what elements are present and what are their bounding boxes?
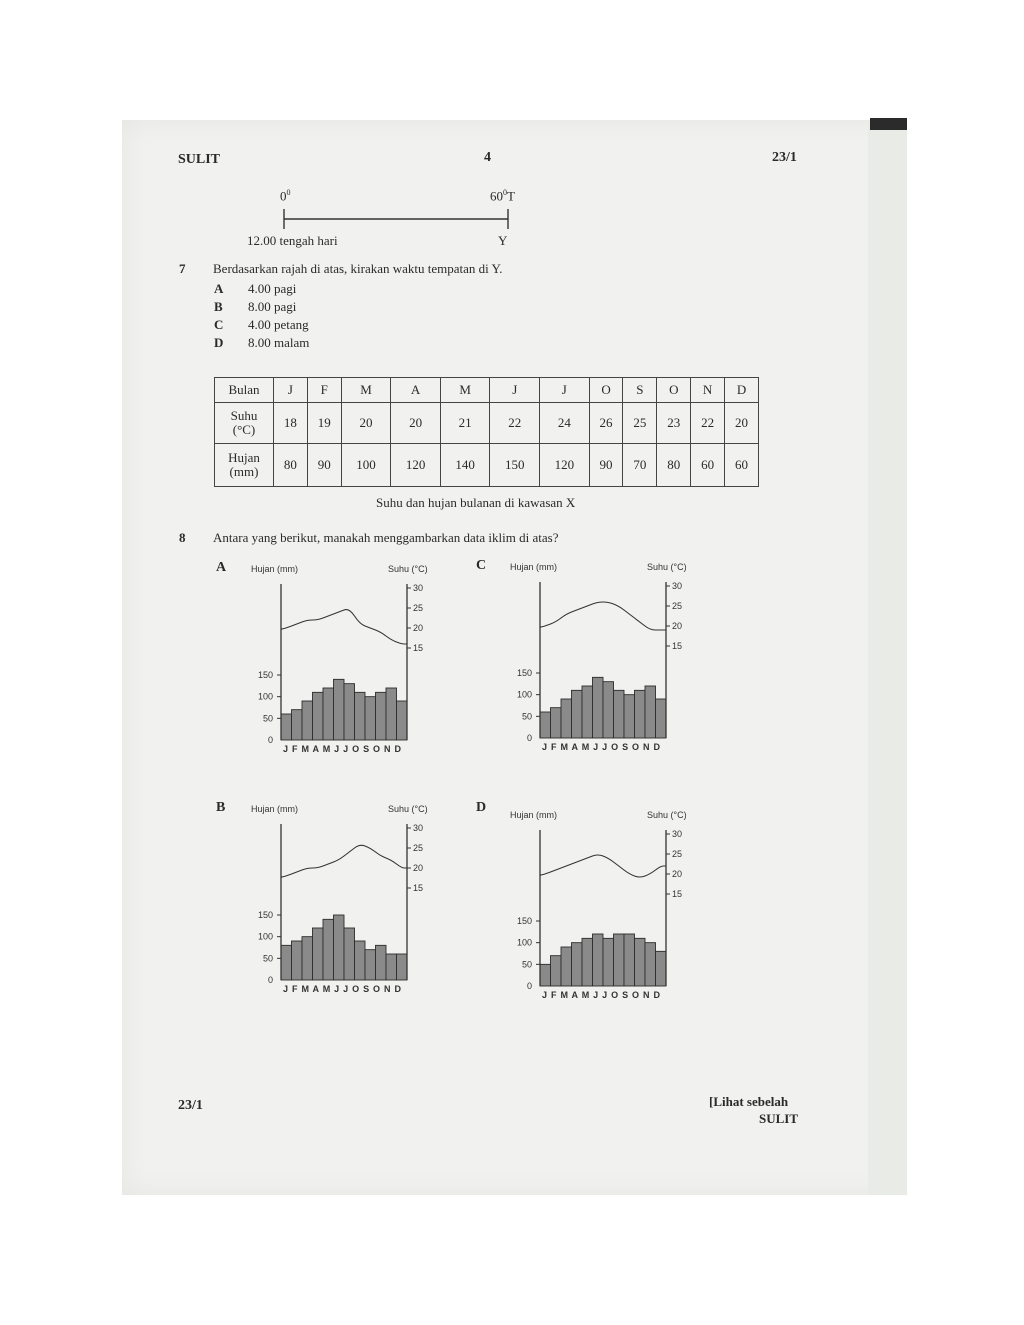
table-row-temperature — [215, 403, 759, 444]
q8-option-c-letter: C — [476, 558, 487, 573]
temp-axis-title: Suhu (°C) — [647, 810, 687, 820]
temp-tick-label: 25 — [413, 843, 424, 853]
rainfall-bar — [561, 699, 572, 738]
table-cell-month: F — [307, 378, 341, 403]
month-axis-labels: J F M A M J J O S O N D — [542, 742, 660, 752]
rainfall-bar — [376, 945, 387, 980]
footer-code: 23/1 — [178, 1098, 203, 1113]
table-row-months — [215, 378, 759, 403]
rain-tick-label: 0 — [267, 735, 273, 745]
rain-tick-label: 100 — [257, 691, 273, 702]
rainfall-bar — [281, 714, 292, 740]
temp-axis-title: Suhu (°C) — [388, 564, 428, 574]
table-cell-month: D — [725, 378, 759, 403]
rainfall-bar — [572, 690, 583, 738]
rainfall-bar — [635, 938, 646, 986]
table-cell-temperature: 20 — [391, 403, 441, 444]
rainfall-bar — [645, 686, 656, 738]
rain-tick-label: 0 — [526, 733, 532, 743]
rainfall-bar — [344, 684, 355, 740]
rainfall-bar — [344, 928, 355, 980]
rainfall-bar — [302, 701, 313, 740]
table-cell-temperature: 23 — [657, 403, 691, 444]
q7-text: Berdasarkan rajah di atas, kirakan waktu tempatan di Y. — [213, 261, 503, 276]
rain-tick-label: 150 — [257, 670, 273, 680]
meridian-left-caption: 12.00 tengah hari — [247, 233, 338, 248]
table-cell-month: J — [540, 378, 590, 403]
table-cell-temperature: 22 — [490, 403, 540, 444]
table-cell-month: J — [490, 378, 540, 403]
temp-tick-label: 30 — [672, 581, 683, 591]
table-header-month: Bulan — [215, 378, 274, 403]
rain-tick-label: 50 — [262, 953, 273, 964]
footer-see-next: [Lihat sebelah — [709, 1094, 789, 1109]
climate-data-table — [214, 377, 759, 487]
header-code: 23/1 — [772, 150, 797, 165]
table-cell-rainfall: 140 — [440, 444, 490, 487]
table-cell-rainfall: 80 — [657, 444, 691, 487]
footer-classification: SULIT — [759, 1111, 799, 1126]
table-cell-month: O — [657, 378, 691, 403]
rainfall-bar — [561, 947, 572, 986]
rain-axis-title: Hujan (mm) — [251, 804, 299, 814]
meridian-left-label: $0^0$ — [280, 188, 291, 204]
rainfall-bar — [540, 964, 551, 986]
temp-axis-title: Suhu (°C) — [388, 804, 428, 814]
rainfall-bar — [593, 934, 604, 986]
rainfall-bar — [540, 712, 551, 738]
rainfall-bar — [593, 677, 604, 738]
rainfall-bar — [292, 710, 303, 740]
temp-axis-title: Suhu (°C) — [647, 562, 687, 572]
rainfall-bar — [334, 915, 345, 980]
temp-tick-label: 20 — [413, 863, 424, 873]
header-classification: SULIT — [178, 152, 221, 167]
temp-tick-label: 15 — [413, 643, 424, 653]
table-cell-rainfall: 90 — [589, 444, 623, 487]
temp-tick-label: 30 — [672, 829, 683, 839]
table-cell-rainfall: 150 — [490, 444, 540, 487]
rain-tick-label: 50 — [262, 713, 273, 724]
page-edge-shadow — [870, 118, 907, 130]
rainfall-bar — [323, 919, 334, 980]
q7-option-c: C 4.00 petang — [214, 317, 309, 332]
table-cell-month: S — [623, 378, 657, 403]
temp-tick-label: 20 — [672, 621, 683, 631]
rainfall-bar — [582, 686, 593, 738]
q7-option-b: B 8.00 pagi — [214, 299, 297, 314]
climate-graph-d — [484, 806, 704, 1006]
q8-option-b-letter: B — [216, 800, 226, 815]
table-cell-temperature: 18 — [274, 403, 308, 444]
rain-tick-label: 100 — [257, 931, 273, 942]
temp-tick-label: 20 — [672, 869, 683, 879]
rainfall-bar — [334, 679, 345, 740]
rainfall-bar — [323, 688, 334, 740]
temperature-line — [540, 855, 666, 877]
table-cell-rainfall: 120 — [391, 444, 441, 487]
table-cell-month: J — [274, 378, 308, 403]
q7-option-d: D 8.00 malam — [214, 335, 310, 350]
month-axis-labels: J F M A M J J O S O N D — [542, 990, 660, 1000]
rainfall-bar — [603, 682, 614, 738]
table-cell-month: M — [440, 378, 490, 403]
table-row-rainfall — [215, 444, 759, 487]
temperature-line — [281, 845, 407, 877]
climate-graph-a — [225, 560, 445, 760]
rainfall-bar — [572, 943, 583, 986]
table-header-temperature: Suhu (°C) — [215, 403, 274, 444]
rain-tick-label: 50 — [521, 711, 532, 722]
climate-graph-c — [484, 558, 704, 758]
rain-tick-label: 100 — [516, 937, 532, 948]
q7-option-a: A 4.00 pagi — [214, 281, 297, 296]
table-cell-month: A — [391, 378, 441, 403]
month-axis-labels: J F M A M J J O S O N D — [283, 984, 401, 994]
rainfall-bar — [292, 941, 303, 980]
climate-graph-b — [225, 800, 445, 1000]
rainfall-bar — [614, 934, 625, 986]
rainfall-bar — [656, 951, 667, 986]
temp-tick-label: 15 — [413, 883, 424, 893]
temp-tick-label: 15 — [672, 889, 683, 899]
rainfall-bar — [551, 708, 562, 738]
rainfall-bar — [313, 928, 324, 980]
table-cell-temperature: 21 — [440, 403, 490, 444]
rain-axis-title: Hujan (mm) — [251, 564, 299, 574]
rain-tick-label: 100 — [516, 689, 532, 700]
temp-tick-label: 30 — [413, 823, 424, 833]
rainfall-bar — [281, 945, 292, 980]
rainfall-bar — [603, 938, 614, 986]
table-header-rainfall: Hujan (mm) — [215, 444, 274, 487]
table-cell-rainfall: 100 — [341, 444, 391, 487]
q8-text: Antara yang berikut, manakah menggambarkan data iklim di atas? — [213, 530, 559, 545]
rainfall-bar — [355, 692, 366, 740]
rain-tick-label: 150 — [516, 916, 532, 926]
page-number: 4 — [484, 150, 491, 165]
rain-tick-label: 0 — [526, 981, 532, 991]
table-cell-month: O — [589, 378, 623, 403]
table-cell-temperature: 20 — [725, 403, 759, 444]
rainfall-bar — [302, 937, 313, 980]
table-cell-temperature: 20 — [341, 403, 391, 444]
rainfall-bar — [656, 699, 667, 738]
rain-tick-label: 150 — [257, 910, 273, 920]
rain-axis-title: Hujan (mm) — [510, 562, 558, 572]
temp-tick-label: 25 — [413, 603, 424, 613]
rain-tick-label: 50 — [521, 959, 532, 970]
meridian-right-caption: Y — [498, 233, 508, 248]
temp-tick-label: 15 — [672, 641, 683, 651]
temp-tick-label: 30 — [413, 583, 424, 593]
rainfall-bar — [635, 690, 646, 738]
rainfall-bar — [386, 954, 397, 980]
table-caption: Suhu dan hujan bulanan di kawasan X — [376, 495, 576, 510]
rain-tick-label: 0 — [267, 975, 273, 985]
temp-tick-label: 25 — [672, 601, 683, 611]
rain-tick-label: 150 — [516, 668, 532, 678]
q8-option-d-letter: D — [476, 800, 487, 815]
q8-option-a-letter: A — [216, 560, 227, 575]
table-cell-temperature: 25 — [623, 403, 657, 444]
rainfall-bar — [355, 941, 366, 980]
table-cell-month: N — [691, 378, 725, 403]
rainfall-bar — [386, 688, 397, 740]
table-cell-rainfall: 90 — [307, 444, 341, 487]
meridian-line-diagram — [270, 205, 530, 235]
rainfall-bar — [376, 692, 387, 740]
table-cell-rainfall: 70 — [623, 444, 657, 487]
rainfall-bar — [397, 701, 408, 740]
table-cell-rainfall: 120 — [540, 444, 590, 487]
q8-number: 8 — [179, 530, 186, 545]
page-edge — [868, 120, 907, 1195]
rainfall-bar — [397, 954, 408, 980]
meridian-right-label: $60^0T$ — [490, 188, 515, 204]
temp-tick-label: 20 — [413, 623, 424, 633]
table-cell-month: M — [341, 378, 391, 403]
rainfall-bar — [624, 695, 635, 738]
table-cell-temperature: 26 — [589, 403, 623, 444]
rainfall-bar — [365, 950, 376, 980]
table-cell-temperature: 19 — [307, 403, 341, 444]
rainfall-bar — [614, 690, 625, 738]
temperature-line — [540, 602, 666, 630]
rain-axis-title: Hujan (mm) — [510, 810, 558, 820]
rainfall-bar — [365, 697, 376, 740]
temperature-line — [281, 610, 407, 644]
table-cell-rainfall: 60 — [725, 444, 759, 487]
rainfall-bar — [313, 692, 324, 740]
rainfall-bar — [551, 956, 562, 986]
rainfall-bar — [645, 943, 656, 986]
q7-number: 7 — [179, 261, 186, 276]
temp-tick-label: 25 — [672, 849, 683, 859]
table-cell-temperature: 22 — [691, 403, 725, 444]
table-cell-rainfall: 80 — [274, 444, 308, 487]
rainfall-bar — [582, 938, 593, 986]
table-cell-rainfall: 60 — [691, 444, 725, 487]
rainfall-bar — [624, 934, 635, 986]
month-axis-labels: J F M A M J J O S O N D — [283, 744, 401, 754]
table-cell-temperature: 24 — [540, 403, 590, 444]
